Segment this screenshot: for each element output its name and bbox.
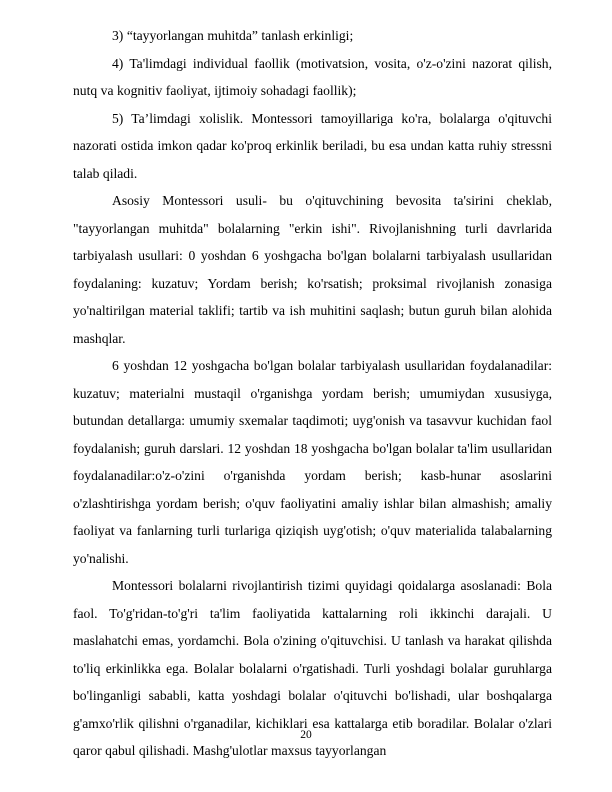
paragraph-item: 5) Ta’limdagi xolislik. Montessori tamoyillariga ko'ra, bolalarga o'qituvchi nazorati ostida imkon qadar ko'proq erkinlik beriladi, bu esa undan katta ruhiy stressni talab qiladi. xyxy=(73,110,552,181)
paragraph-item: 3) “tayyorlangan muhitda” tanlash erkinligi; xyxy=(112,28,354,43)
body-text-column xyxy=(73,22,552,765)
paragraph-item: 4) Ta'limdagi individual faollik (motivatsion, vosita, o'z-o'zini nazorat qilish, nutq va kognitiv faoliyat, ijtimoiy sohadagi faollik); xyxy=(73,55,552,98)
paragraph-item: Asosiy Montessori usuli- bu o'qituvchining bevosita ta'sirini cheklab, "tayyorlangan muhitda" bolalarning "erkin ishi". Rivojlanishning turli davrlarida tarbiyalash usullari: 0 yoshdan 6 yoshgacha bo'lgan bolalarni tarbiyalash usullaridan foydalaning: kuzatuv; Yordam berish; ko'rsatish; proksimal rivojlanish zonasiga yo'naltirilgan material taklifi; tartib va ish muhitini saqlash; butun guruh bilan alohida mashqlar. xyxy=(73,193,552,346)
paragraph-item: 6 yoshdan 12 yoshgacha bo'lgan bolalar tarbiyalash usullaridan foydalanadilar: kuzatuv; materialni mustaqil o'rganishga yordam berish; umumiydan xususiyga, butundan detallarga: umumiy sxemalar taqdimoti; uyg'onish va tasavvur kuchidan faol foydalanish; guruh darslari. 12 yoshdan 18 yoshgacha bo'lgan bolalar ta'lim usullaridan foydalanadilar:o'z-o'zini o'rganishda yordam berish; kasb-hunar asoslarini o'zlashtirishga yordam berish; o'quv faoliyatini amaliy ishlar bilan almashish; amaliy faoliyat va fanlarning turli turlariga qiziqish uyg'otish; o'quv materialida talabalarning yo'nalishi. xyxy=(73,358,552,566)
paragraph-item: Montessori bolalarni rivojlantirish tizimi quyidagi qoidalarga asoslanadi: Bola faol. To'g'ridan-to'g'ri ta'lim faoliyatida kattalarning roli ikkinchi darajali. U maslahatchi emas, yordamchi. Bola o'zining o'qituvchisi. U tanlash va harakat qilishda to'liq erkinlikka ega. Bolalar bolalarni o'rgatishadi. Turli yoshdagi bolalar guruhlarga bo'linganligi sababli, katta yoshdagi bolalar o'qituvchi bo'lishadi, ular boshqalarga g'amxo'rlik qilishni o'rganadilar, kichiklari esa kattalarga etib boradilar. Bolalar o'zlari qaror qabul qilishadi. Mashg'ulotlar maxsus tayyorlangan xyxy=(73,578,552,758)
page-number: 20 xyxy=(300,729,312,741)
